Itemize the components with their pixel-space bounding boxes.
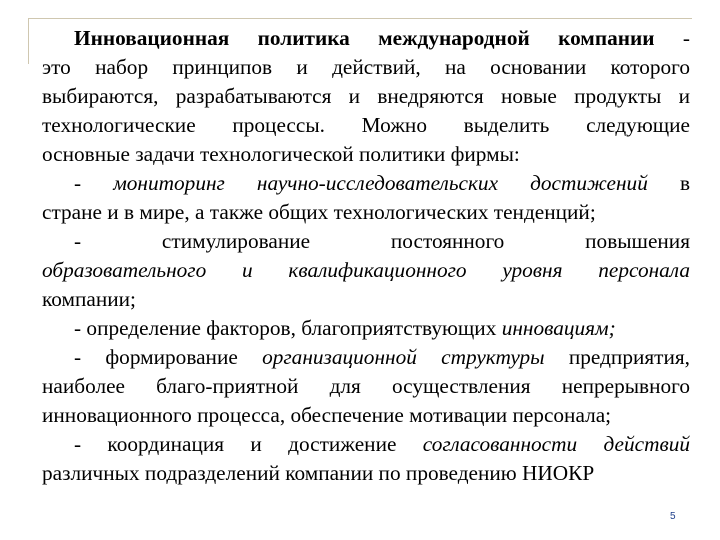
frame-top-rule — [28, 18, 692, 19]
line-tail: в — [647, 171, 690, 195]
page-number: 5 — [670, 511, 676, 522]
italic-phrase: согласованности действий — [422, 432, 690, 456]
body-line: основные задачи технологической политики фирмы: — [42, 142, 520, 166]
dash: - — [74, 171, 114, 195]
line-head: - координация и достижение — [74, 432, 423, 456]
task-line-structure — [42, 343, 690, 372]
line-tail: предприятия, — [544, 345, 690, 369]
italic-line: образовательного и квалификационного уровня персонала — [42, 258, 690, 282]
task-line-monitoring — [42, 169, 690, 198]
line-head: - формирование — [74, 345, 263, 369]
heading-line — [42, 24, 690, 53]
line-head: - определение факторов, благоприятствующих — [74, 316, 502, 340]
task-line-factors — [42, 314, 690, 343]
body-line: стране и в мире, а также общих технологических тенденций; — [42, 200, 596, 224]
body-line: различных подразделений компании по проведению НИОКР — [42, 461, 595, 485]
body-line: выбираются, разрабатываются и внедряются новые продукты и — [42, 84, 690, 108]
body-line: инновационного процесса, обеспечение мотивации персонала; — [42, 403, 612, 427]
slide-body — [42, 24, 690, 488]
frame-left-rule — [28, 18, 29, 64]
body-line: технологические процессы. Можно выделить следующие — [42, 113, 690, 137]
italic-phrase: мониторинг научно-исследовательских достижений — [113, 171, 648, 195]
task-line-stimulation: - стимулирование постоянного повышения — [74, 229, 690, 253]
heading-dash: - — [654, 26, 690, 50]
italic-phrase: инновациям; — [501, 316, 616, 340]
body-line: это набор принципов и действий, на основании которого — [42, 55, 690, 79]
body-line: наиболее благо-приятной для осуществления непрерывного — [42, 374, 690, 398]
body-line: компании; — [42, 287, 136, 311]
task-line-coordination — [42, 430, 690, 459]
italic-phrase: организационной структуры — [262, 345, 545, 369]
heading-term: Инновационная политика международной компании — [74, 26, 655, 50]
